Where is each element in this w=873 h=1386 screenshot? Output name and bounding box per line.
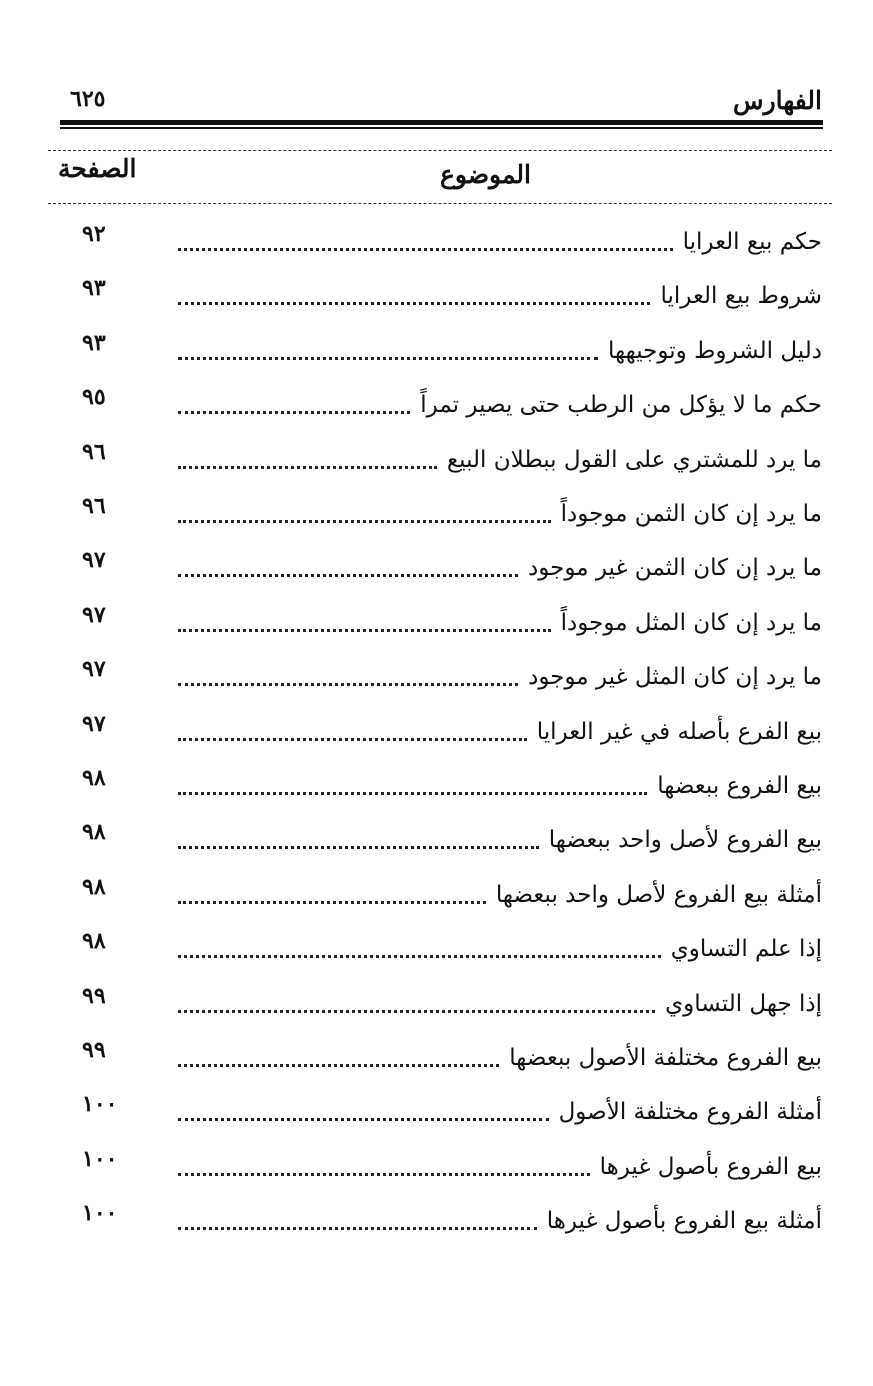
toc-entry-page-number: ٩٣: [82, 275, 106, 302]
toc-entry-leader-dots: [178, 357, 598, 360]
toc-entry-leader-dots: [178, 411, 410, 414]
toc-entry-page-number: ٩٧: [82, 547, 106, 574]
toc-entry-leader-dots: [178, 574, 518, 577]
toc-entry-leader-dots: [178, 846, 539, 849]
toc-entry: [60, 929, 822, 969]
toc-entry-leader-dots: [178, 738, 527, 741]
toc-entry: [60, 875, 822, 915]
toc-entry-leader-dots: [178, 248, 673, 251]
toc-entry-leader-dots: [178, 683, 518, 686]
toc-entry-page-number: ٩٧: [82, 656, 106, 683]
toc-entry: [60, 603, 822, 643]
toc-entry: [60, 1147, 822, 1187]
toc-entry-title: أمثلة بيع الفروع لأصل واحد ببعضها: [495, 881, 822, 908]
toc-entry-page-number: ٩٩: [82, 982, 106, 1009]
toc-entry: [60, 984, 822, 1024]
toc-entry-page-number: ٩٨: [82, 765, 106, 791]
toc-entry-leader-dots: [178, 792, 647, 795]
toc-entry-title: ما يرد إن كان المثل غير موجود: [528, 664, 822, 691]
toc-entry-page-number: ١٠٠: [82, 1200, 118, 1227]
toc-entry-title: ما يرد للمشتري على القول ببطلان البيع: [446, 446, 822, 473]
toc-entry-title: دليل الشروط وتوجيهها: [608, 337, 822, 364]
column-header-page: الصفحة: [58, 154, 137, 183]
toc-entry: [60, 766, 822, 806]
toc-entry-leader-dots: [178, 1118, 549, 1121]
toc-entry-page-number: ٩٦: [82, 493, 106, 519]
toc-entry-title: بيع الفروع مختلفة الأصول ببعضها: [509, 1045, 822, 1071]
toc-entry: [60, 440, 822, 480]
toc-entry-leader-dots: [178, 466, 437, 469]
toc-entry-title: ما يرد إن كان الثمن غير موجود: [527, 555, 822, 582]
toc-entry: [60, 331, 822, 371]
toc-entry-leader-dots: [178, 1064, 499, 1067]
toc-entry-title: بيع الفروع بأصول غيرها: [599, 1153, 822, 1180]
toc-entry: [60, 1201, 822, 1241]
toc-entry-page-number: ٩٣: [82, 329, 106, 356]
toc-entry-leader-dots: [178, 302, 650, 305]
toc-entry-leader-dots: [178, 629, 551, 632]
toc-entry: [60, 1092, 822, 1132]
toc-entry: [60, 494, 822, 534]
toc-entry-title: ما يرد إن كان المثل موجوداً: [560, 609, 822, 636]
toc-entry-page-number: ٩٧: [82, 710, 106, 737]
toc-entry: [60, 548, 822, 588]
toc-entry-leader-dots: [178, 901, 486, 904]
toc-entry-title: ما يرد إن كان الثمن موجوداً: [560, 501, 822, 527]
toc-entry-title: بيع الفرع بأصله في غير العرايا: [536, 718, 822, 745]
column-header-topic: الموضوع: [440, 160, 531, 189]
toc-entry-title: حكم ما لا يؤكل من الرطب حتى يصير تمراً: [420, 392, 822, 419]
toc-entry-title: إذا علم التساوي: [670, 936, 822, 963]
toc-entry-page-number: ١٠٠: [82, 1091, 118, 1118]
toc-entry-leader-dots: [178, 1010, 655, 1013]
toc-entry: [60, 276, 822, 316]
toc-entry: [60, 820, 822, 860]
toc-entry-page-number: ٩٢: [82, 221, 106, 247]
toc-entry-leader-dots: [178, 955, 661, 958]
toc-entry-title: شروط بيع العرايا: [660, 283, 822, 310]
toc-entry: [60, 222, 822, 262]
toc-entry-title: حكم بيع العرايا: [682, 229, 822, 255]
toc-entry-page-number: ٩٨: [82, 928, 106, 955]
toc-entry-title: إذا جهل التساوي: [665, 990, 822, 1017]
toc-entry: [60, 1038, 822, 1078]
toc-entry-title: أمثلة بيع الفروع بأصول غيرها: [546, 1208, 822, 1235]
toc-entry-title: بيع الفروع لأصل واحد ببعضها: [548, 827, 822, 854]
header-page-number: ٦٢٥: [70, 86, 106, 112]
toc-entry: [60, 385, 822, 425]
toc-entry: [60, 657, 822, 697]
toc-entry-page-number: ٩٥: [82, 384, 106, 411]
toc-entry-leader-dots: [178, 520, 551, 523]
toc-entry: [60, 712, 822, 752]
toc-entry-page-number: ٩٨: [82, 819, 106, 846]
toc-entry-leader-dots: [178, 1173, 590, 1176]
toc-entry-page-number: ٩٧: [82, 601, 106, 628]
toc-entry-page-number: ٩٩: [82, 1037, 106, 1063]
toc-entry-page-number: ١٠٠: [82, 1145, 118, 1172]
toc-entry-page-number: ٩٦: [82, 438, 106, 465]
toc-entry-title: أمثلة الفروع مختلفة الأصول: [558, 1099, 822, 1126]
toc-entry-leader-dots: [178, 1227, 537, 1230]
header-title: الفهارس: [733, 86, 822, 115]
toc-entry-title: بيع الفروع ببعضها: [657, 773, 822, 799]
toc-entry-page-number: ٩٨: [82, 873, 106, 900]
